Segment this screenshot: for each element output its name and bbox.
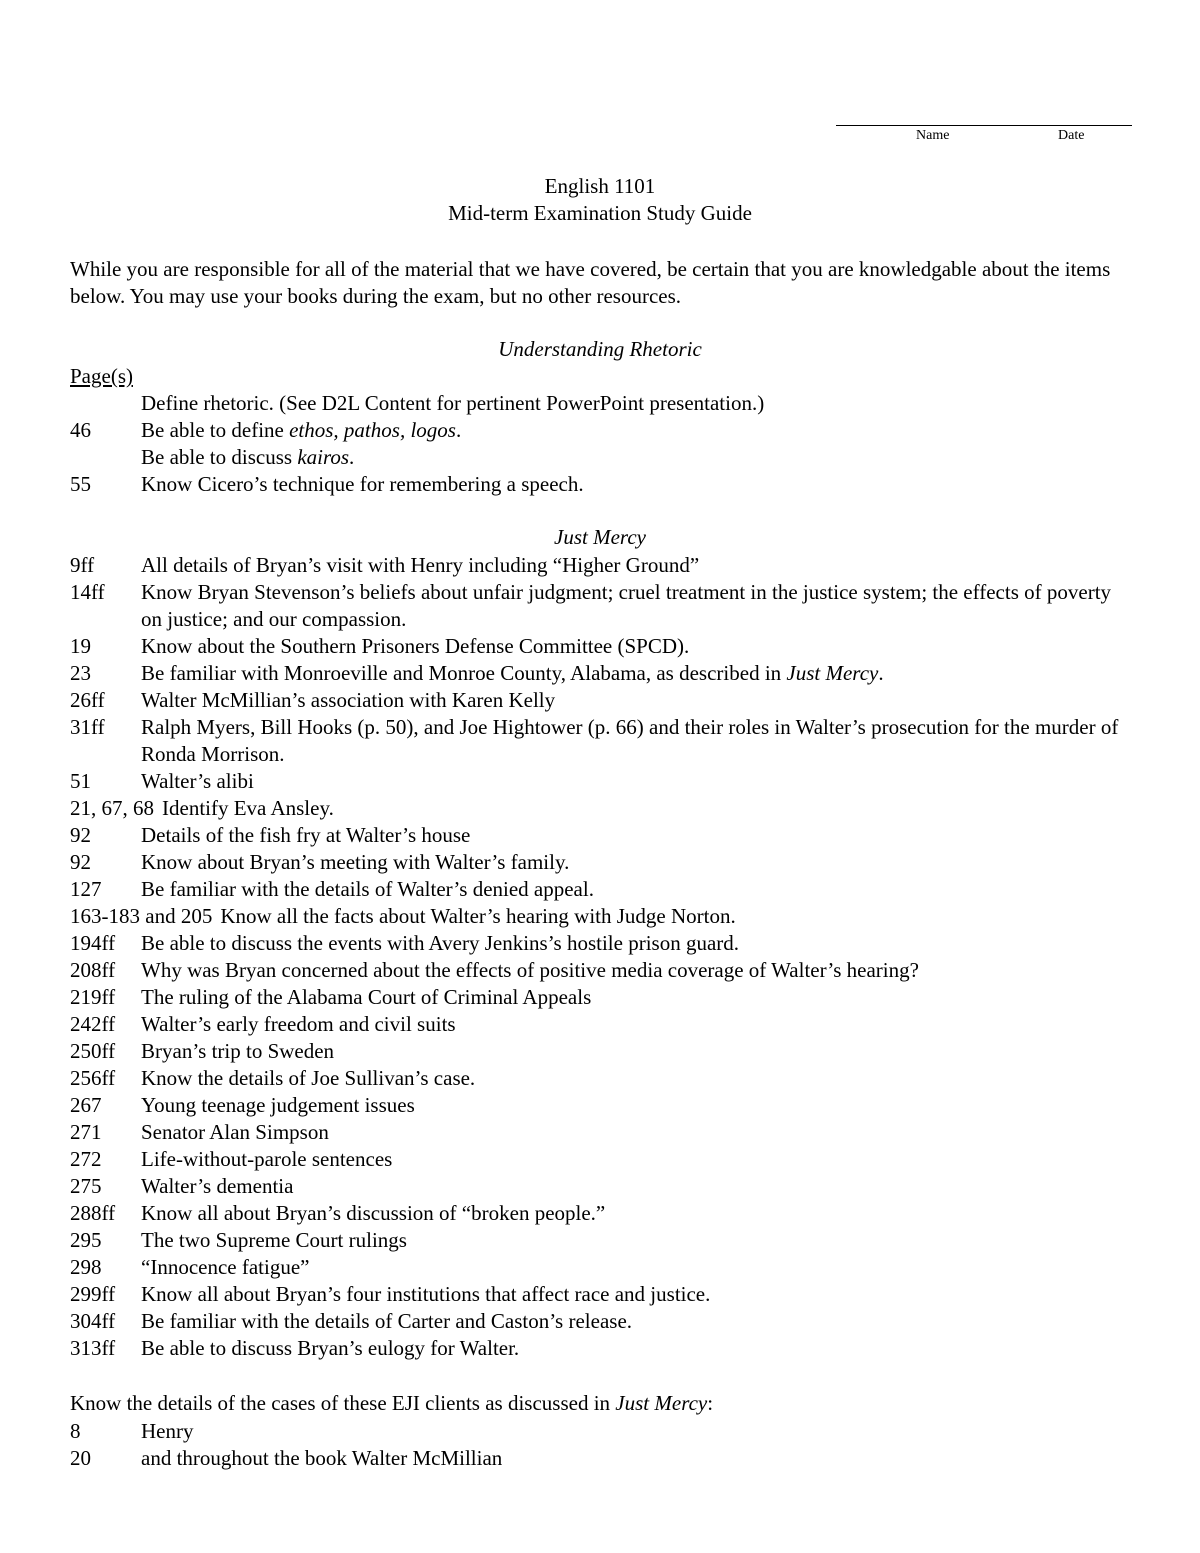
item-text: Be able to discuss the events with Avery Jenkins’s hostile prison guard. bbox=[141, 931, 740, 955]
item-text: Walter’s alibi bbox=[141, 769, 254, 793]
list-item bbox=[0, 1445, 1200, 1472]
list-item bbox=[0, 1200, 1200, 1227]
list-item bbox=[0, 1011, 1200, 1038]
pages-column-header: Page(s) bbox=[70, 364, 133, 388]
item-text: Know all the facts about Walter’s hearing with Judge Norton. bbox=[220, 904, 736, 928]
item-text: and throughout the book Walter McMillian bbox=[141, 1446, 503, 1470]
list-item bbox=[0, 1173, 1200, 1200]
page-ref: 275 bbox=[70, 1174, 102, 1198]
page-ref: 267 bbox=[70, 1093, 102, 1117]
page-ref: 194ff bbox=[70, 931, 116, 955]
page-ref: 127 bbox=[70, 877, 102, 901]
clients-intro: Know the details of the cases of these EJI clients as discussed in Just Mercy: bbox=[70, 1391, 714, 1415]
page-ref: 46 bbox=[70, 418, 91, 442]
item-text: Why was Bryan concerned about the effects of positive media coverage of Walter’s hearing? bbox=[141, 958, 919, 982]
page-ref: 219ff bbox=[70, 985, 116, 1009]
page-ref: 256ff bbox=[70, 1066, 116, 1090]
intro-paragraph: While you are responsible for all of the material that we have covered, be certain that you are knowledgable about the items below. You may use your books during the exam, but no other resources. bbox=[70, 257, 1111, 308]
item-text: Know about Bryan’s meeting with Walter’s family. bbox=[141, 850, 570, 874]
list-item bbox=[0, 552, 1200, 579]
page-ref: 21, 67, 68 bbox=[70, 796, 154, 820]
item-text: Know the details of Joe Sullivan’s case. bbox=[141, 1066, 476, 1090]
list-item bbox=[0, 687, 1200, 714]
list-item bbox=[0, 930, 1200, 957]
list-item bbox=[0, 1281, 1200, 1308]
item-text: Walter’s dementia bbox=[141, 1174, 294, 1198]
signature-line bbox=[836, 125, 1132, 126]
item-text: The ruling of the Alabama Court of Criminal Appeals bbox=[141, 985, 592, 1009]
item-text: All details of Bryan’s visit with Henry including “Higher Ground” bbox=[141, 553, 700, 577]
item-text: Be able to discuss Bryan’s eulogy for Walter. bbox=[141, 1336, 520, 1360]
page-ref: 92 bbox=[70, 823, 91, 847]
just-mercy-list bbox=[0, 552, 1200, 1362]
list-item bbox=[0, 1065, 1200, 1092]
clients-list bbox=[0, 1418, 1200, 1472]
page-ref: 26ff bbox=[70, 688, 105, 712]
item-text: Be able to discuss kairos. bbox=[141, 445, 355, 469]
page-ref: 8 bbox=[70, 1419, 81, 1443]
item-text: Know all about Bryan’s discussion of “broken people.” bbox=[141, 1201, 606, 1225]
page-ref: 20 bbox=[70, 1446, 91, 1470]
list-item bbox=[0, 1038, 1200, 1065]
page-ref: 14ff bbox=[70, 580, 105, 604]
list-item bbox=[0, 1254, 1200, 1281]
item-text: Be able to define ethos, pathos, logos. bbox=[141, 418, 462, 442]
item-text: Senator Alan Simpson bbox=[141, 1120, 329, 1144]
item-text: Be familiar with Monroeville and Monroe County, Alabama, as described in Just Mercy. bbox=[141, 661, 884, 685]
list-item bbox=[0, 660, 1200, 687]
item-text: Know Bryan Stevenson’s beliefs about unfair judgment; cruel treatment in the justice system; the effects of poverty on justice; and our compassion. bbox=[141, 580, 1112, 631]
list-item bbox=[0, 795, 1200, 822]
item-text: Bryan’s trip to Sweden bbox=[141, 1039, 335, 1063]
item-text: Young teenage judgement issues bbox=[141, 1093, 415, 1117]
list-item bbox=[0, 579, 1200, 633]
item-text: Walter McMillian’s association with Karen Kelly bbox=[141, 688, 556, 712]
item-text: The two Supreme Court rulings bbox=[141, 1228, 407, 1252]
item-text: Be familiar with the details of Walter’s denied appeal. bbox=[141, 877, 594, 901]
item-text: Ralph Myers, Bill Hooks (p. 50), and Joe Hightower (p. 66) and their roles in Walter’s prosecution for the murder of Ronda Morrison. bbox=[141, 715, 1119, 766]
page-ref: 272 bbox=[70, 1147, 102, 1171]
list-item bbox=[0, 1227, 1200, 1254]
page-ref: 9ff bbox=[70, 553, 95, 577]
section-title-rhetoric: Understanding Rhetoric bbox=[498, 337, 702, 361]
document-subtitle: Mid-term Examination Study Guide bbox=[448, 201, 752, 225]
page-ref: 92 bbox=[70, 850, 91, 874]
page-ref: 313ff bbox=[70, 1336, 116, 1360]
name-label: Name bbox=[916, 128, 950, 143]
page-ref: 31ff bbox=[70, 715, 105, 739]
section-title-just-mercy: Just Mercy bbox=[554, 525, 646, 549]
item-text: Henry bbox=[141, 1419, 194, 1443]
item-text: Details of the fish fry at Walter’s house bbox=[141, 823, 471, 847]
page-ref: 242ff bbox=[70, 1012, 116, 1036]
item-text: Know all about Bryan’s four institutions that affect race and justice. bbox=[141, 1282, 711, 1306]
list-item bbox=[0, 876, 1200, 903]
rhetoric-list bbox=[0, 390, 1200, 498]
item-text: Life-without-parole sentences bbox=[141, 1147, 393, 1171]
page-ref: 271 bbox=[70, 1120, 102, 1144]
item-text: “Innocence fatigue” bbox=[141, 1255, 310, 1279]
page-ref: 51 bbox=[70, 769, 91, 793]
page-ref: 304ff bbox=[70, 1309, 116, 1333]
list-item bbox=[0, 822, 1200, 849]
list-item bbox=[0, 1335, 1200, 1362]
list-item bbox=[0, 714, 1200, 768]
list-item bbox=[0, 903, 1200, 930]
list-item bbox=[0, 417, 1200, 444]
item-text: Know about the Southern Prisoners Defense Committee (SPCD). bbox=[141, 634, 690, 658]
list-item bbox=[0, 957, 1200, 984]
item-text: Walter’s early freedom and civil suits bbox=[141, 1012, 456, 1036]
item-text: Define rhetoric. (See D2L Content for pertinent PowerPoint presentation.) bbox=[141, 391, 765, 415]
page-ref: 288ff bbox=[70, 1201, 116, 1225]
item-text: Know Cicero’s technique for remembering a speech. bbox=[141, 472, 584, 496]
list-item bbox=[0, 1092, 1200, 1119]
course-title: English 1101 bbox=[544, 174, 656, 198]
page-ref: 250ff bbox=[70, 1039, 116, 1063]
page-ref: 298 bbox=[70, 1255, 102, 1279]
list-item bbox=[0, 1418, 1200, 1445]
page-ref: 208ff bbox=[70, 958, 116, 982]
list-item bbox=[0, 768, 1200, 795]
page-ref: 163-183 and 205 bbox=[70, 904, 213, 928]
item-text: Be familiar with the details of Carter and Caston’s release. bbox=[141, 1309, 633, 1333]
list-item bbox=[0, 1119, 1200, 1146]
page-ref: 299ff bbox=[70, 1282, 116, 1306]
list-item bbox=[0, 984, 1200, 1011]
list-item bbox=[0, 1308, 1200, 1335]
list-item bbox=[0, 390, 1200, 417]
page-ref: 19 bbox=[70, 634, 91, 658]
list-item bbox=[0, 444, 1200, 471]
list-item bbox=[0, 633, 1200, 660]
page-ref: 55 bbox=[70, 472, 91, 496]
list-item bbox=[0, 471, 1200, 498]
date-label: Date bbox=[1058, 128, 1085, 143]
page-ref: 295 bbox=[70, 1228, 102, 1252]
item-text: Identify Eva Ansley. bbox=[162, 796, 334, 820]
list-item bbox=[0, 1146, 1200, 1173]
list-item bbox=[0, 849, 1200, 876]
page-ref: 23 bbox=[70, 661, 91, 685]
